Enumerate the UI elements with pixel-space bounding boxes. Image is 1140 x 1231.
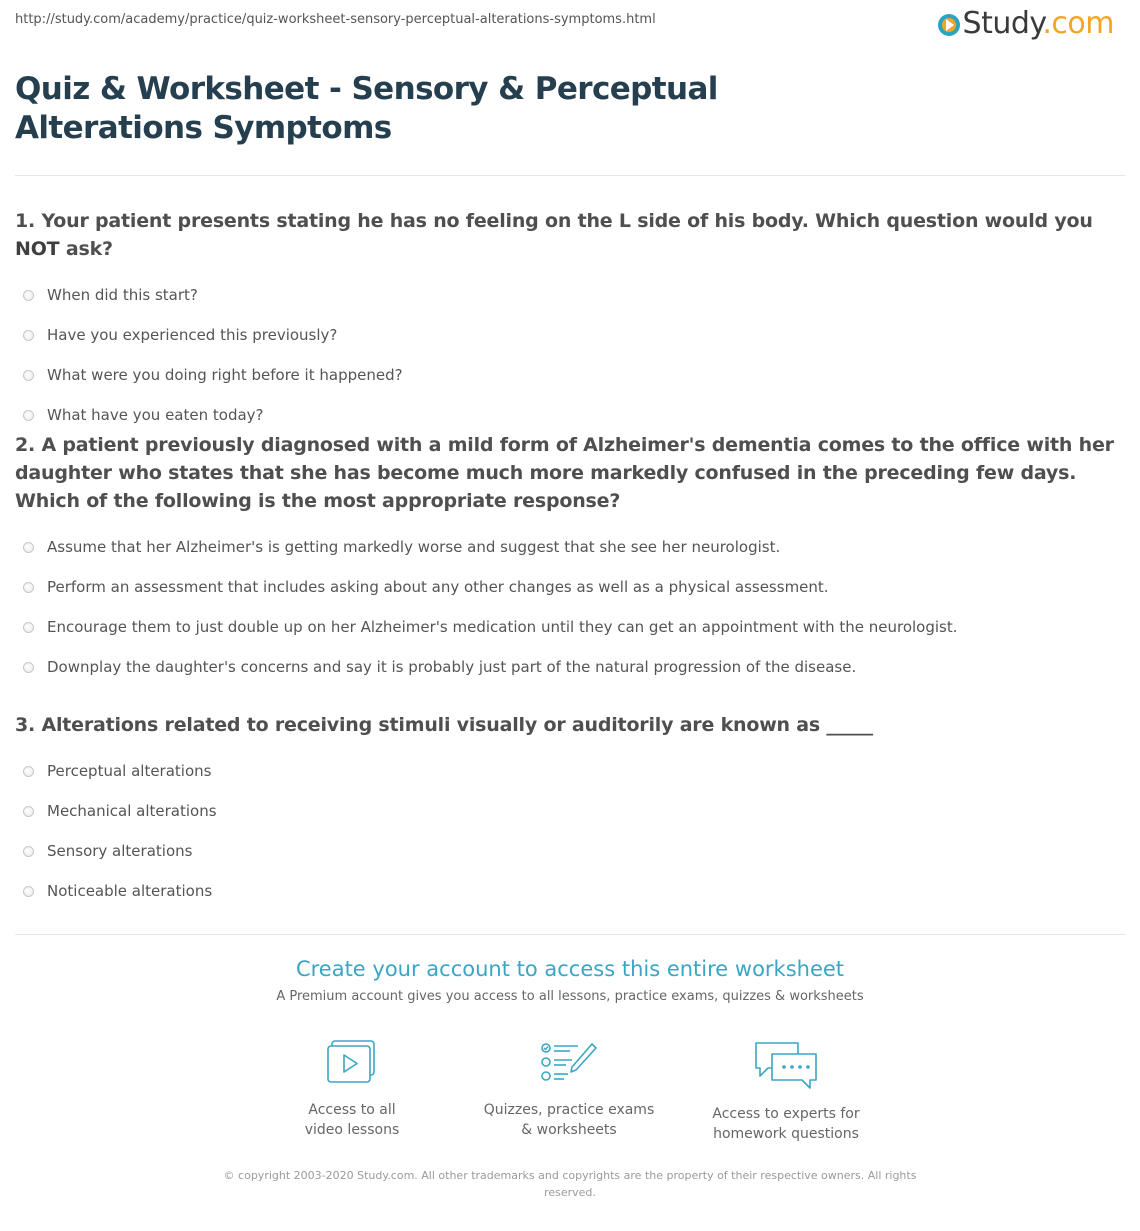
cta-subtitle: A Premium account gives you access to all lessons, practice exams, quizzes & worksheets: [276, 989, 864, 1004]
radio-button[interactable]: [23, 542, 34, 553]
answer-option[interactable]: Perceptual alterations: [15, 751, 1125, 791]
feature-label: Access to all video lessons: [304, 1102, 400, 1138]
answer-option[interactable]: When did this start?: [15, 275, 1125, 315]
answer-option[interactable]: Mechanical alterations: [15, 791, 1125, 831]
chat-bubbles-icon: [754, 1040, 818, 1090]
quiz-checklist-icon: [540, 1040, 598, 1086]
answer-option[interactable]: Assume that her Alzheimer's is getting markedly worse and suggest that she see her neurologist.: [15, 527, 1125, 567]
answer-option[interactable]: Noticeable alterations: [15, 871, 1125, 911]
radio-button[interactable]: [23, 622, 34, 633]
signup-cta: [0, 957, 1140, 1004]
top-bar: [0, 0, 1140, 60]
radio-button[interactable]: [23, 886, 34, 897]
answer-option[interactable]: Encourage them to just double up on her Alzheimer's medication until they can get an appointment with the neurologist.: [15, 607, 1125, 647]
feature-quizzes: [469, 1040, 669, 1140]
cta-title-link[interactable]: Create your account to access this entire worksheet: [295, 957, 845, 981]
answer-option[interactable]: What have you eaten today?: [15, 395, 1125, 435]
answer-list: [15, 751, 1125, 911]
answer-option[interactable]: Downplay the daughter's concerns and say it is probably just part of the natural progression of the disease.: [15, 647, 1125, 687]
feature-label: Access to experts for homework questions: [712, 1106, 860, 1142]
radio-button[interactable]: [23, 662, 34, 673]
video-lesson-icon: [326, 1040, 378, 1086]
radio-button[interactable]: [23, 582, 34, 593]
question-text: 3. Alterations related to receiving stimuli visually or auditorily are known as _____: [15, 714, 873, 736]
radio-button[interactable]: [23, 330, 34, 341]
feature-experts: [686, 1040, 886, 1144]
feature-video-lessons: [252, 1040, 452, 1140]
divider: [15, 175, 1125, 176]
question-text: 1. Your patient presents stating he has no feeling on the L side of his body. Which question would you NOT ask?: [15, 210, 1093, 260]
radio-button[interactable]: [23, 410, 34, 421]
question-2: [15, 431, 1125, 687]
answer-option[interactable]: Have you experienced this previously?: [15, 315, 1125, 355]
logo-text: Study.com: [962, 6, 1114, 41]
answer-list: [15, 527, 1125, 687]
radio-button[interactable]: [23, 846, 34, 857]
radio-button[interactable]: [23, 766, 34, 777]
radio-button[interactable]: [23, 370, 34, 381]
answer-list: [15, 275, 1125, 435]
question-text: 2. A patient previously diagnosed with a mild form of Alzheimer's dementia comes to the office with her daughter who states that she has become much more markedly confused in the preceding few days. Which of the following is the most appropriate response?: [15, 434, 1114, 512]
study-logo[interactable]: [938, 6, 1114, 41]
answer-option[interactable]: Sensory alterations: [15, 831, 1125, 871]
feature-label: Quizzes, practice exams & worksheets: [483, 1102, 655, 1138]
play-icon: [938, 14, 960, 36]
copyright-footer: © copyright 2003-2020 Study.com. All other trademarks and copyrights are the property of their respective owners. All rights reserved.: [223, 1169, 917, 1199]
question-3: [15, 711, 1125, 911]
divider: [15, 934, 1125, 935]
question-1: [15, 207, 1125, 435]
answer-option[interactable]: What were you doing right before it happened?: [15, 355, 1125, 395]
page-title: Quiz & Worksheet - Sensory & Perceptual Alterations Symptoms: [15, 71, 718, 146]
radio-button[interactable]: [23, 290, 34, 301]
page-url: http://study.com/academy/practice/quiz-worksheet-sensory-perceptual-alterations-symptoms.html: [15, 12, 656, 27]
answer-option[interactable]: Perform an assessment that includes asking about any other changes as well as a physical assessment.: [15, 567, 1125, 607]
radio-button[interactable]: [23, 806, 34, 817]
